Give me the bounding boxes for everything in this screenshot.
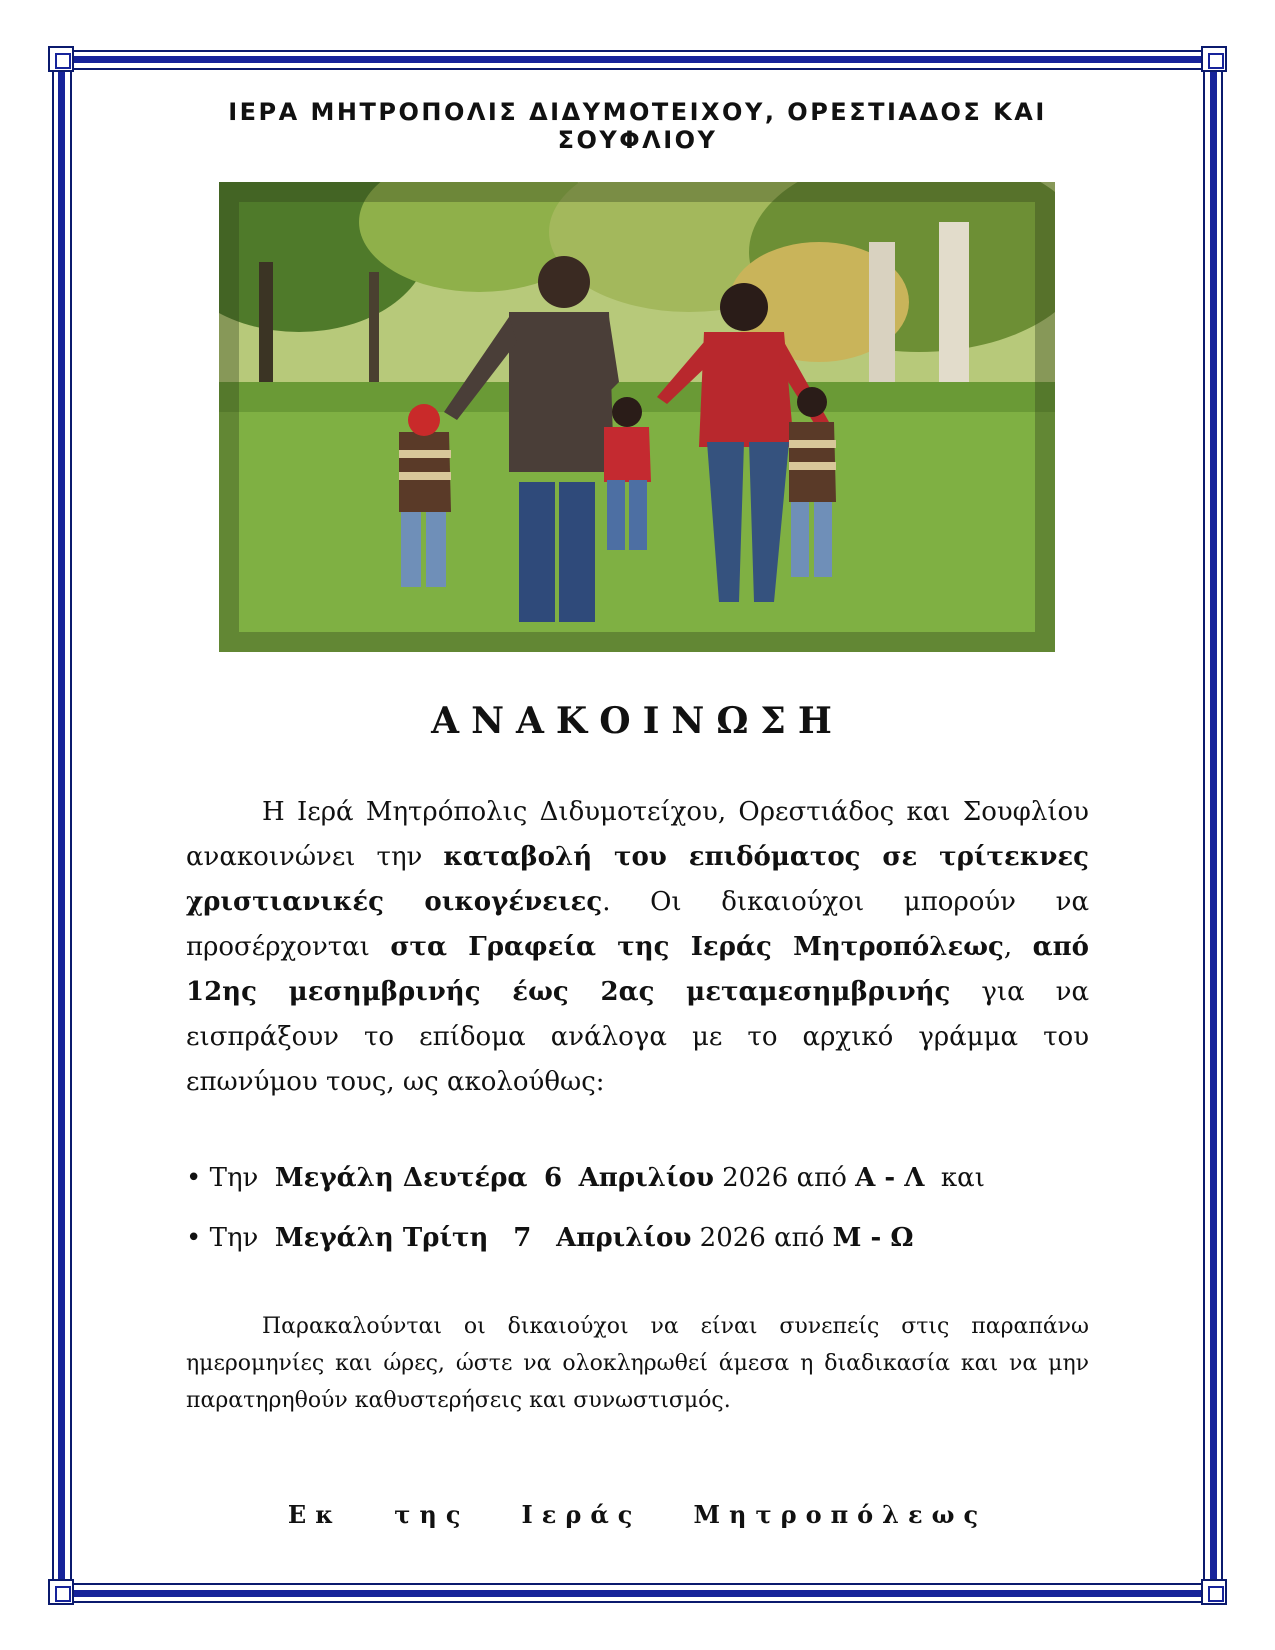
request-note [186,1308,1089,1419]
family-photo [219,182,1055,652]
schedule-day: Μεγάλη Τρίτη [274,1223,489,1253]
schedule-month: Απριλίου [556,1223,692,1253]
family-photo-illustration [219,182,1055,652]
schedule-letter-range: Μ - Ω [832,1223,914,1253]
announcement-text: για να εισπράξουν το επίδομα ανάλογα με το αρχικό γράμμα του επωνύμου τους, ως ακολούθως: [186,977,1089,1097]
announcement-emphasis: από 12ης μεσημβρινής έως 2ας μεταμεσημβρινής [186,932,1090,1007]
schedule-day: Μεγάλη Δευτέρα [274,1163,528,1193]
border-corner-ornament [48,1579,74,1605]
bullet: • [186,1223,202,1253]
border-corner-ornament [48,46,74,72]
schedule-month: Απριλίου [578,1163,714,1193]
bullet: • [186,1163,202,1193]
schedule-year: 2026 από [699,1223,825,1253]
border-corner-ornament [1201,46,1227,72]
schedule-year: 2026 από [722,1163,847,1193]
schedule-item [186,1148,1089,1208]
schedule-date: 6 [543,1163,563,1193]
schedule-letter-range: Α - Λ [855,1163,925,1193]
request-note-text: Παρακαλούνται οι δικαιούχοι να είναι συνεπείς στις παραπάνω ημερομηνίες και ώρες, ώστε να ολοκληρωθεί άμεσα η διαδικασία και να μην παρατηρηθούν καθυστερήσεις και συνωστισμός. [186,1314,1089,1413]
announcement-text: . Οι δικαιούχοι μπορούν να προσέρχονται [186,887,1089,962]
announcement-emphasis: καταβολή του επιδόματος σε τρίτεκνες χριστιανικές οικογένειες [186,842,1090,917]
metropolis-header: ΙΕΡΑ ΜΗΤΡΟΠΟΛΙΣ ΔΙΔΥΜΟΤΕΙΧΟΥ, ΟΡΕΣΤΙΑΔΟΣ ΚΑΙ ΣΟΥΦΛΙΟΥ [228,98,1047,154]
signature: Εκ της Ιεράς Μητροπόλεως [287,1500,988,1529]
announcement-text: , [1003,932,1033,962]
announcement-title: ΑΝΑΚΟΙΝΩΣΗ [431,700,844,742]
schedule-list [186,1148,1089,1268]
schedule-date: 7 [513,1223,532,1253]
schedule-prefix: Την [209,1163,259,1193]
schedule-suffix: και [940,1163,985,1193]
schedule-prefix: Την [209,1223,259,1253]
schedule-item [186,1208,1089,1268]
announcement-emphasis: στα Γραφεία της Ιεράς Μητροπόλεως [390,932,1004,962]
announcement-paragraph [186,790,1089,1105]
border-corner-ornament [1201,1579,1227,1605]
announcement-text: Η Ιερά Μητρόπολις Διδυμοτείχου, Ορεστιάδος και Σουφλίου ανακοινώνει την [186,797,1089,872]
